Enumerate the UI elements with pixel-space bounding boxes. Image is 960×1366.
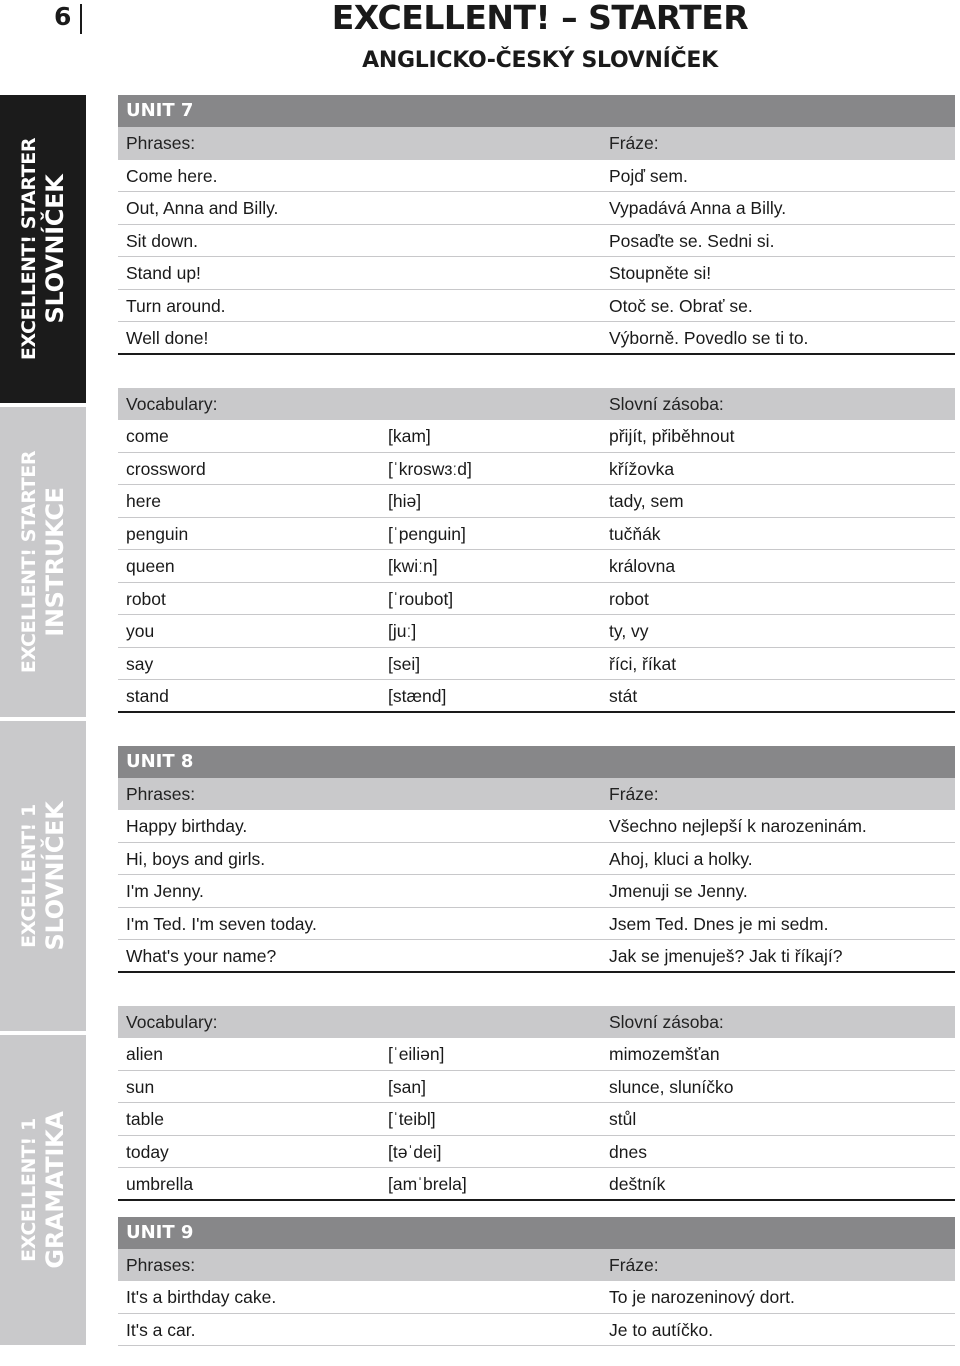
side-tab-label-line1: EXCELLENT! 1 bbox=[18, 1118, 40, 1262]
phrase-cz: Jmenuji se Jenny. bbox=[609, 881, 748, 901]
vocab-translation: královna bbox=[609, 556, 676, 576]
vocabulary-header-row bbox=[118, 388, 955, 421]
vocab-translation: říci, říkat bbox=[609, 653, 677, 674]
phrases-header-row bbox=[118, 778, 955, 811]
phrase-cz: Jak se jmenuješ? Jak ti říkají? bbox=[609, 946, 843, 966]
vocab-translation: stůl bbox=[609, 1109, 637, 1129]
section-gap bbox=[118, 973, 955, 1006]
vocab-row bbox=[118, 583, 955, 616]
phrase-en: I'm Ted. I'm seven today. bbox=[126, 913, 317, 934]
phrase-row bbox=[118, 257, 955, 290]
side-tab-label-line2: SLOVNÍČEK bbox=[41, 174, 69, 324]
vocab-word: umbrella bbox=[126, 1174, 194, 1194]
vocab-translation: deštník bbox=[609, 1174, 666, 1194]
vocab-pronunciation: [amˈbrela] bbox=[388, 1174, 467, 1194]
vocabulary-label-en: Vocabulary: bbox=[126, 1011, 218, 1032]
vocab-row bbox=[118, 615, 955, 648]
phrase-row bbox=[118, 225, 955, 258]
vocab-translation: křížovka bbox=[609, 458, 675, 479]
phrases-label-cz: Fráze: bbox=[609, 133, 659, 153]
phrase-row bbox=[118, 908, 955, 941]
vocab-row bbox=[118, 680, 955, 713]
vocab-pronunciation: [ˈkroswɜːd] bbox=[388, 458, 472, 479]
phrase-en: Happy birthday. bbox=[126, 816, 248, 836]
vocab-word: you bbox=[126, 621, 155, 641]
vocab-translation: robot bbox=[609, 588, 649, 609]
phrase-en: Sit down. bbox=[126, 230, 198, 251]
vocab-word: queen bbox=[126, 556, 175, 576]
phrase-en: Out, Anna and Billy. bbox=[126, 198, 279, 218]
phrase-row bbox=[118, 1314, 955, 1347]
vocab-word: come bbox=[126, 426, 169, 446]
side-tab-1-gramatika[interactable] bbox=[0, 1035, 86, 1345]
vocab-row bbox=[118, 518, 955, 551]
phrase-cz: Otoč se. Obrať se. bbox=[609, 295, 753, 316]
phrase-cz: Stoupněte si! bbox=[609, 263, 712, 283]
vocab-row bbox=[118, 453, 955, 486]
vocabulary-label-cz: Slovní zásoba: bbox=[609, 1011, 724, 1032]
vocab-translation: slunce, sluníčko bbox=[609, 1076, 734, 1097]
phrase-en: Turn around. bbox=[126, 295, 226, 316]
phrase-row bbox=[118, 160, 955, 193]
vocab-word: crossword bbox=[126, 458, 206, 479]
vocabulary-header-row bbox=[118, 1006, 955, 1039]
vocab-pronunciation: [juː] bbox=[388, 621, 417, 641]
unit-9-header: UNIT 9 bbox=[118, 1217, 955, 1249]
phrase-cz: To je narozeninový dort. bbox=[609, 1287, 795, 1307]
vocab-row bbox=[118, 648, 955, 681]
vocab-pronunciation: [ˈeiliən] bbox=[388, 1044, 445, 1064]
vocab-translation: dnes bbox=[609, 1141, 647, 1162]
vocab-row bbox=[118, 1136, 955, 1169]
phrase-en: Come here. bbox=[126, 165, 218, 186]
phrase-en: It's a birthday cake. bbox=[126, 1287, 277, 1307]
phrases-label-en: Phrases: bbox=[126, 783, 196, 804]
vocab-row bbox=[118, 550, 955, 583]
vocab-word: alien bbox=[126, 1044, 163, 1064]
phrase-en: Stand up! bbox=[126, 263, 201, 283]
side-tab-label-line1: EXCELLENT! STARTER bbox=[18, 137, 40, 361]
page-number-divider bbox=[80, 4, 82, 34]
side-tab-label-line2: SLOVNÍČEK bbox=[41, 801, 69, 951]
side-tab-label-line1: EXCELLENT! 1 bbox=[18, 804, 40, 948]
phrase-row bbox=[118, 1281, 955, 1314]
phrase-en: It's a car. bbox=[126, 1319, 196, 1340]
vocab-word: penguin bbox=[126, 523, 189, 544]
page-title: EXCELLENT! – STARTER bbox=[331, 0, 749, 37]
unit-7-header: UNIT 7 bbox=[118, 95, 955, 127]
side-tab-starter-slovnicek[interactable] bbox=[0, 95, 86, 403]
side-tab-1-slovnicek[interactable] bbox=[0, 721, 86, 1031]
vocab-row bbox=[118, 1168, 955, 1201]
vocab-word: say bbox=[126, 653, 154, 674]
page-subtitle: ANGLICKO-ČESKÝ SLOVNÍČEK bbox=[362, 48, 718, 73]
phrase-cz: Jsem Ted. Dnes je mi sedm. bbox=[609, 913, 829, 934]
phrase-row bbox=[118, 322, 955, 355]
side-tab-label-line2: GRAMATIKA bbox=[41, 1111, 69, 1269]
phrases-header-row bbox=[118, 1249, 955, 1282]
vocab-pronunciation: [san] bbox=[388, 1076, 426, 1097]
side-tab-label-line1: EXCELLENT! STARTER bbox=[18, 450, 40, 674]
vocab-translation: přijít, přiběhnout bbox=[609, 426, 735, 446]
vocabulary-label-en: Vocabulary: bbox=[126, 393, 218, 414]
phrase-cz: Pojď sem. bbox=[609, 165, 688, 186]
vocab-pronunciation: [sei] bbox=[388, 653, 421, 674]
phrases-label-cz: Fráze: bbox=[609, 783, 659, 804]
vocab-row bbox=[118, 1071, 955, 1104]
vocab-row bbox=[118, 420, 955, 453]
phrase-row bbox=[118, 843, 955, 876]
side-tab-label-line2: INSTRUKCE bbox=[41, 487, 69, 637]
phrase-en: What's your name? bbox=[126, 946, 277, 966]
vocab-translation: stát bbox=[609, 686, 638, 706]
phrase-cz: Ahoj, kluci a holky. bbox=[609, 848, 753, 869]
vocab-row bbox=[118, 485, 955, 518]
vocab-word: table bbox=[126, 1109, 164, 1129]
phrase-row bbox=[118, 810, 955, 843]
vocab-pronunciation: [kwiːn] bbox=[388, 556, 438, 576]
vocab-word: sun bbox=[126, 1076, 155, 1097]
section-gap bbox=[118, 713, 955, 746]
dictionary-content bbox=[118, 95, 955, 1346]
phrase-row bbox=[118, 290, 955, 323]
vocab-pronunciation: [ˈteibl] bbox=[388, 1109, 436, 1129]
vocab-pronunciation: [stænd] bbox=[388, 686, 447, 706]
phrase-cz: Výborně. Povedlo se ti to. bbox=[609, 328, 809, 348]
vocab-pronunciation: [kam] bbox=[388, 426, 431, 446]
vocab-translation: tučňák bbox=[609, 523, 661, 544]
vocab-row bbox=[118, 1103, 955, 1136]
page-number: 6 bbox=[54, 2, 71, 31]
vocabulary-label-cz: Slovní zásoba: bbox=[609, 393, 724, 414]
vocab-translation: tady, sem bbox=[609, 491, 684, 511]
unit-8-header: UNIT 8 bbox=[118, 746, 955, 778]
vocab-pronunciation: [ˈroubot] bbox=[388, 588, 454, 609]
phrases-label-en: Phrases: bbox=[126, 1254, 196, 1275]
vocab-translation: mimozemšťan bbox=[609, 1044, 720, 1064]
vocab-row bbox=[118, 1038, 955, 1071]
side-tab-starter-instrukce[interactable] bbox=[0, 407, 86, 717]
phrase-cz: Vypadává Anna a Billy. bbox=[609, 198, 787, 218]
phrase-row bbox=[118, 940, 955, 973]
section-gap bbox=[118, 1201, 955, 1217]
vocab-pronunciation: [hiə] bbox=[388, 491, 422, 511]
phrases-label-en: Phrases: bbox=[126, 133, 196, 153]
vocab-word: here bbox=[126, 491, 162, 511]
phrase-cz: Všechno nejlepší k narozeninám. bbox=[609, 816, 867, 836]
phrase-row bbox=[118, 875, 955, 908]
phrase-en: I'm Jenny. bbox=[126, 881, 204, 901]
vocab-translation: ty, vy bbox=[609, 621, 649, 641]
phrases-header-row bbox=[118, 127, 955, 160]
vocab-word: today bbox=[126, 1141, 169, 1162]
vocab-word: robot bbox=[126, 588, 166, 609]
section-gap bbox=[118, 355, 955, 388]
vocab-pronunciation: [təˈdei] bbox=[388, 1141, 442, 1162]
phrase-cz: Posaďte se. Sedni si. bbox=[609, 230, 775, 251]
vocab-word: stand bbox=[126, 686, 169, 706]
phrase-row bbox=[118, 192, 955, 225]
vocab-pronunciation: [ˈpenguin] bbox=[388, 523, 466, 544]
phrase-cz: Je to autíčko. bbox=[609, 1319, 714, 1340]
phrase-en: Hi, boys and girls. bbox=[126, 848, 266, 869]
phrases-label-cz: Fráze: bbox=[609, 1254, 659, 1275]
phrase-en: Well done! bbox=[126, 328, 209, 348]
